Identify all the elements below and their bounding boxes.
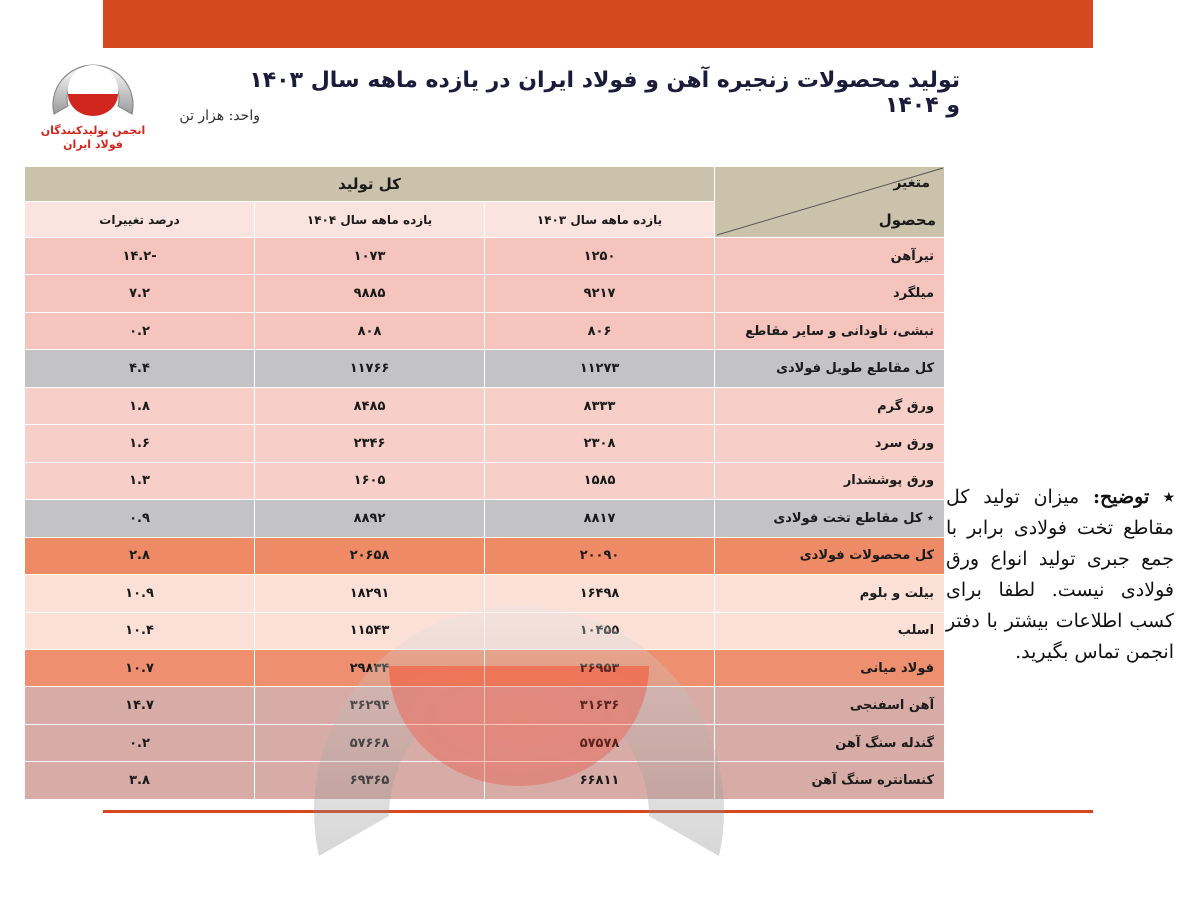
note-text: میزان تولید کل مقاطع تخت فولادی برابر با جمع جبری تولید انواع ورق فولادی نیست. لطفا برای کسب اطلاعات بیشتر با دفتر انجمن تماس بگیرید.	[946, 486, 1174, 663]
value-1404-cell: ۸۸۹۲	[255, 500, 485, 537]
product-name-cell: بیلت و بلوم	[715, 575, 945, 612]
percent-change-cell: ۱.۸	[25, 387, 255, 424]
value-1404-cell: ۶۹۳۶۵	[255, 762, 485, 800]
value-1403-cell: ۱۵۸۵	[485, 462, 715, 499]
product-name-cell: میلگرد	[715, 275, 945, 312]
product-name-cell: تیرآهن	[715, 238, 945, 275]
unit-label: واحد: هزار تن	[179, 108, 260, 124]
product-name-cell: کل مقاطع طویل فولادی	[715, 350, 945, 387]
value-1403-cell: ۲۶۹۵۳	[485, 649, 715, 686]
value-1403-cell: ۱۶۴۹۸	[485, 575, 715, 612]
value-1403-cell: ۵۷۵۷۸	[485, 724, 715, 761]
product-name-cell: کل محصولات فولادی	[715, 537, 945, 574]
value-1403-cell: ۸۰۶	[485, 312, 715, 349]
value-1403-cell: ۱۱۲۷۳	[485, 350, 715, 387]
product-name-cell: فولاد میانی	[715, 649, 945, 686]
value-1403-cell: ۶۶۸۱۱	[485, 762, 715, 800]
percent-change-cell: ۲.۸	[25, 537, 255, 574]
logo-text-line1: انجمن تولیدکنندگان	[40, 124, 146, 137]
value-1404-cell: ۹۸۸۵	[255, 275, 485, 312]
percent-change-cell: ۱.۳	[25, 462, 255, 499]
percent-change-cell: ۰.۹	[25, 500, 255, 537]
product-name-cell: ورق سرد	[715, 425, 945, 462]
product-name-cell: آهن اسفنجی	[715, 687, 945, 724]
table-row	[25, 500, 945, 537]
value-1404-cell: ۸۰۸	[255, 312, 485, 349]
table-row	[25, 687, 945, 724]
percent-change-cell: ۷.۲	[25, 275, 255, 312]
table-row	[25, 425, 945, 462]
percent-change-cell: ۱.۶	[25, 425, 255, 462]
top-accent-bar	[103, 0, 1093, 48]
value-1403-cell: ۳۱۶۳۶	[485, 687, 715, 724]
logo-text	[28, 124, 158, 152]
product-name-cell: کنسانتره سنگ آهن	[715, 762, 945, 800]
value-1404-cell: ۸۴۸۵	[255, 387, 485, 424]
table-row	[25, 575, 945, 612]
bottom-accent-rule	[103, 810, 1093, 813]
value-1403-cell: ۲۳۰۸	[485, 425, 715, 462]
table-row	[25, 649, 945, 686]
percent-change-cell: ۳.۸	[25, 762, 255, 800]
percent-change-cell: ۱۰.۹	[25, 575, 255, 612]
value-1404-cell: ۱۱۵۴۳	[255, 612, 485, 649]
product-name-cell: گندله سنگ آهن	[715, 724, 945, 761]
column-header-1404: یازده ماهه سال ۱۴۰۴	[255, 202, 485, 238]
column-header-1403: یازده ماهه سال ۱۴۰۳	[485, 202, 715, 238]
group-header-total-production: کل تولید	[25, 167, 715, 202]
value-1403-cell: ۸۳۳۳	[485, 387, 715, 424]
product-name-cell: نبشی، ناودانی و سایر مقاطع	[715, 312, 945, 349]
value-1404-cell: ۲۳۴۶	[255, 425, 485, 462]
percent-change-cell: ۰.۲	[25, 724, 255, 761]
column-header-percent-change: درصد تغییرات	[25, 202, 255, 238]
value-1403-cell: ۱۲۵۰	[485, 238, 715, 275]
percent-change-cell: ۱۴.۷	[25, 687, 255, 724]
percent-change-cell: ۱۰.۴	[25, 612, 255, 649]
table-row	[25, 350, 945, 387]
table-row	[25, 238, 945, 275]
value-1404-cell: ۱۶۰۵	[255, 462, 485, 499]
product-name-cell: ٭ کل مقاطع تخت فولادی	[715, 500, 945, 537]
value-1403-cell: ۹۲۱۷	[485, 275, 715, 312]
value-1404-cell: ۲۰۶۵۸	[255, 537, 485, 574]
product-name-cell: ورق گرم	[715, 387, 945, 424]
product-name-cell: اسلب	[715, 612, 945, 649]
table-row	[25, 612, 945, 649]
logo-text-line2: فولاد ایران	[63, 138, 123, 151]
value-1404-cell: ۱۰۷۳	[255, 238, 485, 275]
value-1403-cell: ۱۰۴۵۵	[485, 612, 715, 649]
percent-change-cell: ۱۰.۷	[25, 649, 255, 686]
table-row	[25, 762, 945, 800]
corner-header	[715, 167, 945, 238]
table-row	[25, 537, 945, 574]
percent-change-cell: -۱۴.۲	[25, 238, 255, 275]
page-title: تولید محصولات زنجیره آهن و فولاد ایران در یازده ماهه سال ۱۴۰۳ و ۱۴۰۴	[249, 68, 960, 118]
value-1404-cell: ۱۸۲۹۱	[255, 575, 485, 612]
table-row	[25, 462, 945, 499]
table-row	[25, 724, 945, 761]
table-row	[25, 387, 945, 424]
value-1403-cell: ۲۰۰۹۰	[485, 537, 715, 574]
value-1404-cell: ۱۱۷۶۶	[255, 350, 485, 387]
percent-change-cell: ۰.۲	[25, 312, 255, 349]
production-table	[24, 166, 945, 800]
value-1404-cell: ۲۹۸۳۴	[255, 649, 485, 686]
product-name-cell: ورق پوششدار	[715, 462, 945, 499]
note-label: ٭ توضیح:	[1093, 486, 1174, 508]
production-table-container	[24, 166, 944, 800]
percent-change-cell: ۴.۴	[25, 350, 255, 387]
corner-product-label: محصول	[878, 211, 937, 229]
corner-variable-label: متغیر	[893, 175, 931, 191]
value-1404-cell: ۵۷۶۶۸	[255, 724, 485, 761]
value-1404-cell: ۳۶۲۹۴	[255, 687, 485, 724]
table-row	[25, 275, 945, 312]
value-1403-cell: ۸۸۱۷	[485, 500, 715, 537]
table-row	[25, 312, 945, 349]
explanation-note	[946, 482, 1174, 668]
